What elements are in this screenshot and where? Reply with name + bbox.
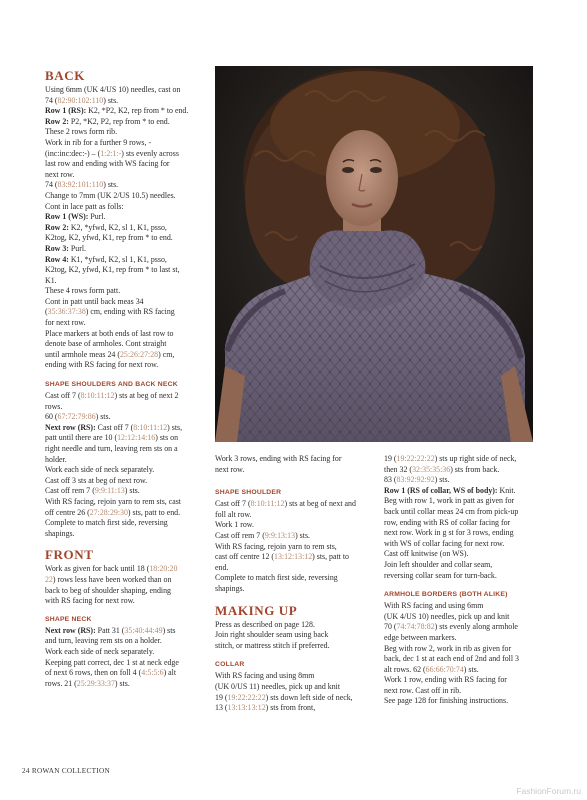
text-line: row, ending with RS of collar facing for (384, 517, 511, 527)
text-line: (UK 4/US 10) needles, pick up and knit (384, 611, 510, 621)
text-line: shapings. (45, 528, 75, 538)
text-line: then 32 (32:35:35:36) sts from back. (384, 464, 500, 474)
text-line: (inc:inc:dec:-) – (1:2:1:-) sts evenly across (45, 148, 179, 158)
armhole-borders-heading: ARMHOLE BORDERS (BOTH ALIKE) (384, 591, 508, 599)
middle-column (215, 454, 375, 714)
text-line: 70 (74:74:78:82) sts evenly along armhole (384, 622, 518, 632)
text-line: 74 (82:90:102:110) sts. (45, 95, 119, 105)
text-line: back to beg of shoulder shaping, ending (45, 585, 172, 595)
shape-shoulder-heading: SHAPE SHOULDER (215, 489, 282, 497)
text-line: Row 2: K2, *yfwd, K2, sl 1, K1, psso, (45, 222, 167, 232)
text-line: Next row (RS): Patt 31 (35:40:44:49) sts (45, 625, 176, 635)
text-line: Cast off 7 (8:10:11:12) sts at beg of next and (215, 499, 356, 509)
text-line: Next row (RS): Cast off 7 (8:10:11:12) sts, (45, 422, 183, 432)
text-line: Using 6mm (UK 4/US 10) needles, cast on (45, 85, 181, 94)
text-line: With RS facing and using 6mm (384, 601, 484, 611)
text-line: (UK 0/US 11) needles, pick up and knit (215, 681, 341, 691)
text-line: for next row. (45, 318, 86, 328)
text-line: next row. Cast off in rib. (384, 685, 462, 695)
text-line: Work 1 row. (215, 520, 254, 530)
text-line: Row 1 (WS): Purl. (45, 212, 106, 222)
text-line: Row 1 (RS of collar, WS of body): Knit. (384, 485, 516, 495)
text-line: With RS facing, rejoin yarn to rem sts, cast (45, 496, 181, 506)
text-line: foll alt row. (215, 509, 252, 519)
text-line: of next 6 rows, then on foll 4 (4:5:5:6) alt (45, 668, 177, 678)
text-line: next row. (45, 169, 75, 179)
text-line: Complete to match first side, reversing (45, 518, 168, 528)
front-heading: FRONT (45, 547, 94, 563)
text-line: Cast off 3 sts at beg of next row. (45, 475, 148, 485)
text-line: Row 4: K1, *yfwd, K2, sl 1, K1, psso, (45, 254, 167, 264)
text-line: Row 3: Purl. (45, 243, 86, 253)
text-line: with RS facing for next row. (45, 596, 135, 606)
text-line: ending with RS facing for next row. (45, 360, 159, 370)
text-line: Beg with row 1, work in patt as given for (384, 496, 515, 506)
text-line: 83 (83:92:92:92) sts. (384, 475, 450, 485)
text-line: with WS of collar facing for next row. (384, 538, 505, 548)
text-line: Place markers at both ends of last row to (45, 328, 174, 338)
text-line: Cast off rem 7 (9:9:11:13) sts. (45, 486, 140, 496)
text-line: Work 3 rows, ending with RS facing for (215, 454, 342, 463)
left-column (45, 66, 203, 689)
text-line: alt rows. 62 (66:66:70:74) sts. (384, 664, 479, 674)
text-line: K2tog, K2, yfwd, K1, rep from * to last st, (45, 265, 180, 275)
text-line: Row 2: P2, *K2, P2, rep from * to end. (45, 116, 170, 126)
text-line: cast off centre 12 (13:12:13:12) sts, patt to (215, 552, 349, 562)
model-photo-illustration (215, 66, 533, 442)
text-line: Beg with row 2, work in rib as given for (384, 643, 512, 653)
text-line: and turn, leaving rem sts on a holder. (45, 636, 162, 646)
text-line: holder. (45, 454, 67, 464)
model-photo (215, 66, 533, 442)
text-line: (35:36:37:38) cm, ending with RS facing (45, 307, 175, 317)
text-line: Work as given for back until 18 (18:20:20 (45, 564, 178, 574)
text-line: end. (215, 562, 229, 572)
text-line: K1. (45, 275, 57, 285)
making-up-heading: MAKING UP (215, 602, 298, 618)
text-line: shapings. (215, 583, 245, 593)
text-line: Work in rib for a further 9 rows, - (45, 137, 152, 147)
text-line: rows. 21 (25:29:33:37) sts. (45, 678, 130, 688)
text-line: Work 1 row, ending with RS facing for (384, 675, 507, 685)
text-line: back until collar meas 24 cm from pick-up (384, 506, 519, 516)
text-line: rows. (45, 401, 63, 411)
text-line: right needle and turn, leaving rem sts on a (45, 444, 178, 453)
text-line: See page 128 for finishing instructions. (384, 696, 509, 706)
text-line: These 2 rows form rib. (45, 127, 118, 137)
text-line: Press as described on page 128. (215, 619, 315, 629)
text-line: edge between markers. (384, 632, 457, 642)
back-heading: BACK (45, 68, 85, 83)
text-line: K2tog, K2, yfwd, K1, rep from * to end. (45, 233, 173, 243)
shape-shoulders-back-neck-heading: SHAPE SHOULDERS AND BACK NECK (45, 381, 178, 389)
text-line: Change to 7mm (UK 2/US 10.5) needles. (45, 190, 176, 200)
text-line: next row. Work in g st for 3 rows, ending (384, 528, 514, 538)
text-line: Join right shoulder seam using back (215, 630, 329, 640)
text-line: 22) rows less have been worked than on (45, 574, 172, 584)
page-footer: 24 ROWAN COLLECTION (22, 767, 110, 775)
text-line: Complete to match first side, reversing (215, 573, 338, 583)
text-line: Row 1 (RS): K2, *P2, K2, rep from * to end. (45, 106, 189, 116)
text-line: Work each side of neck separately. (45, 646, 155, 656)
text-line: These 4 rows form patt. (45, 286, 121, 296)
text-line: stitch, or mattress stitch if preferred. (215, 640, 330, 650)
text-line: patt until there are 10 (12:12:14:16) sts on (45, 433, 179, 443)
text-line: 13 (13:13:13:12) sts from front, (215, 703, 316, 713)
text-line: Cont in lace patt as folls: (45, 201, 124, 211)
text-line: 74 (83:92:101:110) sts. (45, 180, 119, 190)
text-line: Work each side of neck separately. (45, 465, 155, 475)
text-line: Join left shoulder and collar seam, (384, 559, 493, 569)
text-line: back, dec 1 st at each end of 2nd and foll 3 (384, 654, 519, 664)
right-column (384, 454, 536, 707)
collar-heading: COLLAR (215, 661, 245, 669)
text-line: Cast off 7 (8:10:11:12) sts at beg of next 2 (45, 391, 179, 401)
text-line: last row and ending with WS facing for (45, 159, 170, 169)
text-line: 19 (19:22:22:22) sts down left side of neck, (215, 692, 353, 702)
text-line: Cont in patt until back meas 34 (45, 296, 144, 306)
text-line: reversing collar seam for turn-back. (384, 570, 497, 580)
text-line: next row. (215, 464, 245, 474)
text-line: until armhole meas 24 (25:26:27:28) cm, (45, 349, 175, 359)
text-line: 19 (19:22:22:22) sts up right side of neck, (384, 454, 517, 463)
text-line: With RS facing and using 8mm (215, 671, 315, 681)
shape-neck-heading: SHAPE NECK (45, 615, 92, 623)
text-line: denote base of armholes. Cont straight (45, 339, 167, 349)
text-line: 60 (67:72:79:86) sts. (45, 412, 111, 422)
watermark: FashionForum.ru (516, 786, 581, 796)
text-line: Cast off knitwise (on WS). (384, 549, 469, 559)
text-line: Keeping patt correct, dec 1 st at neck edge (45, 657, 179, 667)
text-line: Cast off rem 7 (9:9:13:13) sts. (215, 530, 310, 540)
text-line: off centre 26 (27:28:29:30) sts, patt to end. (45, 507, 181, 517)
text-line: With RS facing, rejoin yarn to rem sts, (215, 541, 337, 551)
